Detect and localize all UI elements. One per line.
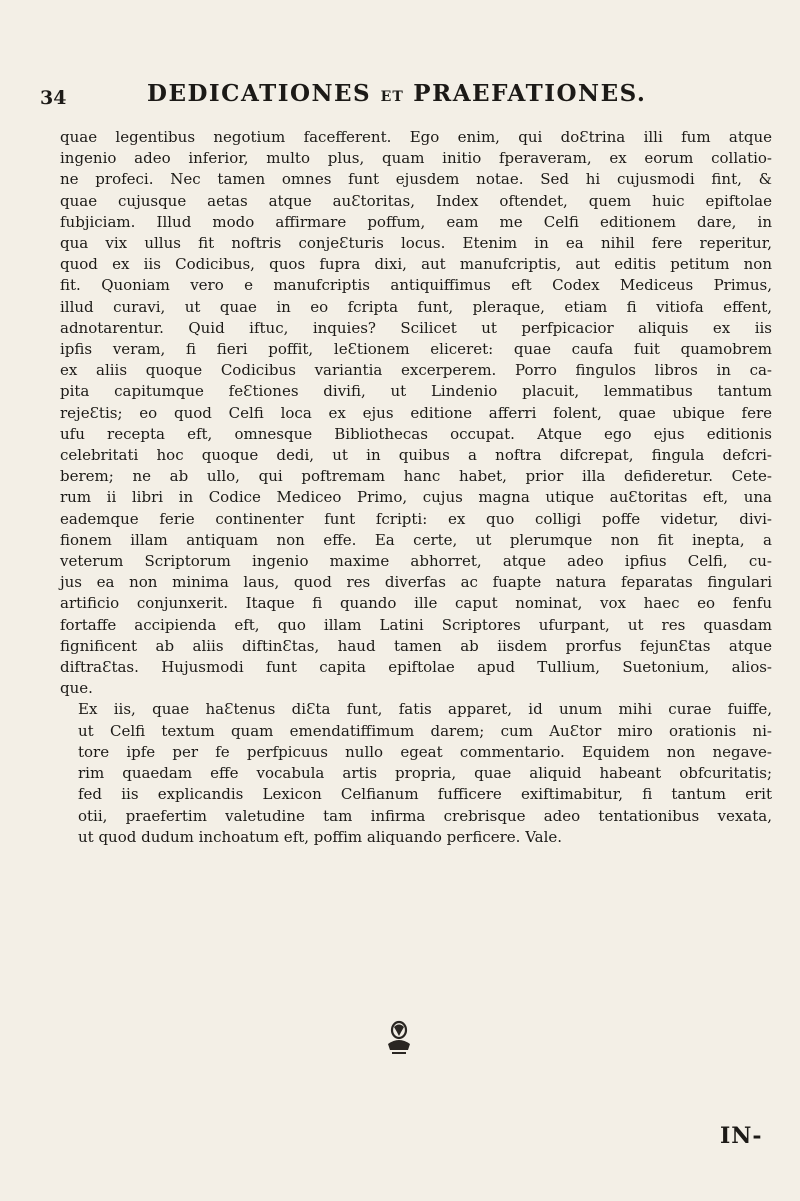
page-number: 34 [40,87,67,109]
paragraph-2 [60,699,772,847]
printer-ornament-icon [384,1020,414,1056]
text-line: ne profeci. Nec tamen omnes funt ejusdem notae. Sed hi cujusmodi fint, & [60,170,772,189]
running-title-part2: PRAEFATIONES. [413,80,647,107]
text-line: artificio conjunxerit. Itaque fi quando ille caput nominat, vox haec eo fenfu [60,594,772,613]
text-line: quae legentibus negotium facefferent. Ego enim, qui doƐtrina illi fum atque [60,128,772,146]
text-line: celebritati hoc quoque dedi, ut in quibus a noftra difcrepat, fingula defcri- [60,446,772,465]
running-title-part1: DEDICATIONES [147,80,372,107]
text-line: fionem illam antiquam non effe. Ea certe, ut plerumque non fit inepta, a [60,530,772,549]
text-line: ufu recepta eft, omnesque Bibliothecas occupat. Atque ego ejus editionis [60,424,772,443]
text-line: ut quod dudum inchoatum eft, poffim aliquando perficere. Vale. [78,827,563,846]
running-title [147,80,646,107]
text-line: rum ii libri in Codice Mediceo Primo, cujus magna utique auƐtoritas eft, una [60,488,772,507]
text-line: rim quaedam effe vocabula artis propria, quae aliquid habeant obfcuritatis; [78,764,772,783]
text-line: fignificent ab aliis diftinƐtas, haud tamen ab iisdem prorfus fejunƐtas atque [60,636,772,655]
text-line: tore ipfe per fe perfpicuus nullo egeat commentario. Equidem non negave- [78,742,772,761]
text-line: fit. Quoniam vero e manufcriptis antiquiffimus eft Codex Mediceus Primus, [60,276,772,295]
text-line: fubjiciam. Illud modo affirmare poffum, eam me Celfi editionem dare, in [60,212,772,231]
text-line: qua vix ullus fit noftris conjeƐturis locus. Etenim in ea nihil fere reperitur, [60,234,772,253]
text-line: ut Celfi textum quam emendatiffimum darem; cum AuƐtor miro orationis ni- [78,721,772,740]
page-header [40,78,765,118]
text-line: ingenio adeo inferior, multo plus, quam initio fperaveram, ex eorum collatio- [60,149,772,168]
text-line: que. [60,679,93,698]
text-line: Ex iis, quae haƐtenus diƐta funt, fatis apparet, id unum mihi curae fuiffe, [78,700,772,719]
text-line: berem; ne ab ullo, qui poftremam hanc habet, prior illa defideretur. Cete- [60,467,772,486]
text-line: veterum Scriptorum ingenio maxime abhorret, atque adeo ipfius Celfi, cu- [60,552,772,571]
text-line: rejeƐtis; eo quod Celfi loca ex ejus editione afferri folent, quae ubique fere [60,403,772,422]
catchword: IN- [720,1123,763,1149]
text-line: ipfis veram, fi fieri poffit, leƐtionem eliceret: quae caufa fuit quamobrem [60,340,772,359]
text-line: ex aliis quoque Codicibus variantia excerperem. Porro fingulos libros in ca- [60,361,772,380]
text-line: quod ex iis Codicibus, quos fupra dixi, aut manufcriptis, aut editis petitum non [60,255,772,274]
body-text [60,127,772,848]
text-line: fed iis explicandis Lexicon Celfianum fufficere exiftimabitur, fi tantum erit [78,785,772,804]
text-line: jus ea non minima laus, quod res diverfas ac fuapte natura feparatas fingulari [60,573,772,592]
text-line: illud curavi, ut quae in eo fcripta funt, pleraque, etiam fi vitiofa effent, [60,297,772,316]
text-line: eademque ferie continenter funt fcripti: ex quo colligi poffe videtur, divi- [60,509,772,528]
text-line: fortaffe accipienda eft, quo illam Latini Scriptores ufurpant, ut res quasdam [60,615,772,634]
text-line: otii, praefertim valetudine tam infirma crebrisque adeo tentationibus vexata, [78,806,772,825]
text-line: diftraƐtas. Hujusmodi funt capita epiftolae apud Tullium, Suetonium, alios- [60,658,772,677]
text-line: quae cujusque aetas atque auƐtoritas, Index oftendet, quem huic epiftolae [60,191,772,210]
text-line: pita capitumque feƐtiones divifi, ut Lindenio placuit, lemmatibus tantum [60,382,772,401]
text-line: adnotarentur. Quid iftuc, inquies? Scilicet ut perfpicacior aliquis ex iis [60,318,772,337]
running-title-et: ET [380,89,404,105]
paragraph-1 [60,127,772,699]
